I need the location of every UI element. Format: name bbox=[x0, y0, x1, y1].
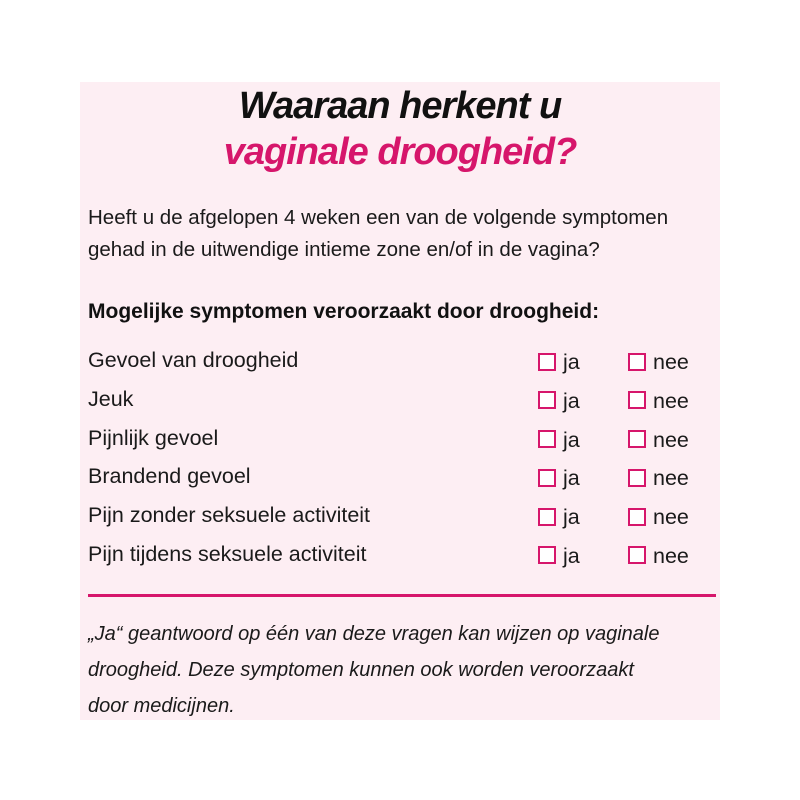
symptom-row bbox=[80, 385, 720, 424]
nee-label: nee bbox=[653, 350, 689, 374]
symptoms-heading: Mogelijke symptomen veroorzaakt door droogheid: bbox=[88, 300, 600, 323]
title-line-2: vaginale droogheid? bbox=[223, 131, 577, 173]
nee-label: nee bbox=[653, 543, 689, 568]
empty-checkbox-icon[interactable] bbox=[628, 546, 646, 564]
symptom-row bbox=[80, 501, 720, 540]
nee-option[interactable] bbox=[628, 505, 689, 530]
ja-label: ja bbox=[563, 505, 580, 530]
symptom-label: Brandend gevoel bbox=[88, 464, 251, 489]
ja-option[interactable] bbox=[538, 350, 580, 375]
nee-option[interactable] bbox=[628, 466, 689, 491]
footnote-line-1: „Ja“ geantwoord op één van deze vragen kan wijzen op vaginale bbox=[88, 623, 660, 645]
ja-option[interactable] bbox=[538, 428, 580, 453]
symptom-list bbox=[80, 346, 720, 579]
symptom-label: Gevoel van droogheid bbox=[88, 348, 299, 372]
section-divider bbox=[88, 594, 716, 597]
symptom-label: Pijn tijdens seksuele activiteit bbox=[88, 541, 367, 566]
empty-checkbox-icon[interactable] bbox=[538, 546, 556, 564]
ja-option[interactable] bbox=[538, 389, 580, 414]
empty-checkbox-icon[interactable] bbox=[628, 508, 646, 526]
nee-option[interactable] bbox=[628, 350, 689, 375]
empty-checkbox-icon[interactable] bbox=[628, 430, 646, 448]
intro-line-1: Heeft u de afgelopen 4 weken een van de volgende symptomen bbox=[88, 206, 669, 229]
empty-checkbox-icon[interactable] bbox=[538, 391, 556, 409]
intro-question bbox=[88, 202, 716, 266]
empty-checkbox-icon[interactable] bbox=[538, 430, 556, 448]
ja-label: ja bbox=[563, 350, 580, 374]
intro-line-2: gehad in de uitwendige intieme zone en/of in de vagina? bbox=[88, 238, 600, 261]
empty-checkbox-icon[interactable] bbox=[628, 353, 646, 371]
nee-label: nee bbox=[653, 427, 689, 452]
nee-option[interactable] bbox=[628, 389, 689, 414]
ja-option[interactable] bbox=[538, 466, 580, 491]
footnote bbox=[88, 616, 718, 724]
empty-checkbox-icon[interactable] bbox=[628, 391, 646, 409]
questionnaire-card bbox=[80, 82, 720, 720]
symptom-row bbox=[80, 424, 720, 463]
empty-checkbox-icon[interactable] bbox=[538, 508, 556, 526]
nee-option[interactable] bbox=[628, 544, 689, 569]
symptom-label: Pijn zonder seksuele activiteit bbox=[88, 503, 371, 528]
nee-label: nee bbox=[653, 466, 689, 491]
ja-label: ja bbox=[563, 466, 580, 491]
footnote-line-3: door medicijnen. bbox=[88, 695, 235, 717]
nee-option[interactable] bbox=[628, 428, 689, 453]
empty-checkbox-icon[interactable] bbox=[538, 469, 556, 487]
ja-label: ja bbox=[563, 543, 580, 568]
footnote-line-2: droogheid. Deze symptomen kunnen ook worden veroorzaakt bbox=[88, 659, 634, 681]
nee-label: nee bbox=[653, 388, 689, 413]
symptom-row bbox=[80, 540, 720, 579]
ja-label: ja bbox=[563, 427, 580, 452]
ja-option[interactable] bbox=[538, 505, 580, 530]
empty-checkbox-icon[interactable] bbox=[628, 469, 646, 487]
symptom-row bbox=[80, 462, 720, 501]
symptom-label: Jeuk bbox=[88, 386, 134, 411]
nee-label: nee bbox=[653, 505, 689, 530]
ja-label: ja bbox=[563, 388, 580, 413]
symptom-row bbox=[80, 346, 720, 385]
symptom-label: Pijnlijk gevoel bbox=[88, 425, 219, 450]
title-line-1: Waaraan herkent u bbox=[238, 85, 562, 127]
empty-checkbox-icon[interactable] bbox=[538, 353, 556, 371]
ja-option[interactable] bbox=[538, 544, 580, 569]
